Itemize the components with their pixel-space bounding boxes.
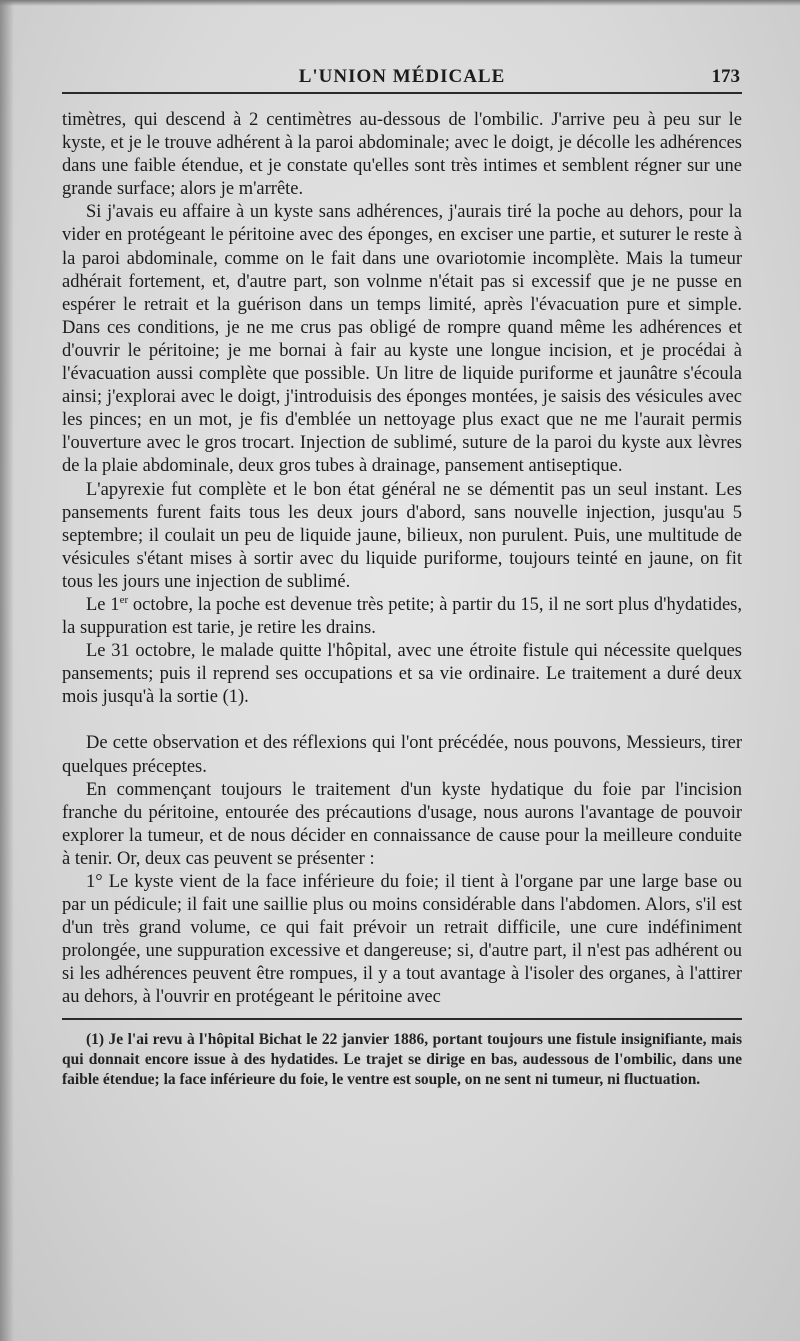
section-gap [62,709,742,732]
ordinal-superscript: er [119,593,129,606]
paragraph-case-one: 1° Le kyste vient de la face inférieure du foie; il tient à l'organe par une large base ou par un pédicule; il fait une saillie plus ou moins considérable dans l'abdomen. Alors, s'il est d'un très grand volume, ce qui fait prévoir un retrait difficile, une cure indéfiniment prolongée, une suppuration excessive et dangereuse; si, d'autre part, il n'est pas adhérent ou si les adhérences peuvent être rompues, il y a tout avantage à l'isoler des organes, à l'attirer au dehors, à l'ouvrir en protégeant le péritoine avec [62,872,742,1008]
article-body [62,109,742,1010]
paragraph-conclusions: De cette observation et des réflexions qui l'ont précédée, nous pouvons, Messieurs, tirer quelques préceptes. [62,733,742,777]
paragraph-operation: Si j'avais eu affaire à un kyste sans adhérences, j'aurais tiré la poche au dehors, pour la vider en protégeant le péritoine avec des éponges, en exciser une partie, et suturer le reste à la paroi abdominale, comme on le fait dans une ovariotomie incomplète. Mais la tumeur adhérait fortement, et, d'autre part, son volnme n'était pas si excessif que je ne pusse en espérer le retrait et la guérison dans un temps limité, après l'évacuation pure et simple. Dans ces conditions, je ne me crus pas obligé de rompre quand même les adhérences et d'ouvrir le péritoine; je me bornai à fair au kyste une longue incision, et je procédai à l'évacuation aussi complète que possible. Un litre de liquide puriforme et jaunâtre s'écoula ainsi; j'explorai avec le doigt, j'introduisis des éponges montées, je saisis des vésicules avec les pinces; en un mot, je fis d'emblée un nettoyage plus exact que ne me l'aurait permis l'ouverture avec le gros trocart. Injection de sublimé, suture de la paroi du kyste aux lèvres de la plaie abdominale, deux gros tubes à drainage, pansement antiseptique. [62,202,742,477]
paragraph-october-first [62,594,742,640]
binding-shadow [0,0,14,1341]
journal-page [62,58,742,1090]
paragraph-continuation: timètres, qui descend à 2 centimètres au-dessous de l'ombilic. J'arrive peu à peu sur le kyste, et je le trouve adhérent à la paroi abdominale; avec le doigt, je décolle les adhérences dans une faible étendue, et je constate qu'elles sont très intimes et semblent régner sur une grande surface; alors je m'arrête. [62,110,742,200]
page-header [62,58,742,94]
paragraph-recovery: L'apyrexie fut complète et le bon état général ne se démentit pas un seul instant. Les pansements furent faits tous les deux jours d'abord, sans nouvelle injection, jusqu'au 5 septembre; il coulait un peu de liquide jaune, bilieux, non purulent. Puis, une multitude de vésicules s'étant mises à sortir avec du liquide puriforme, toujours teinté en jaune, on fit tous les jours une injection de sublimé. [62,479,742,592]
paragraph-text: octobre, la poche est devenue très petite; à partir du 15, il ne sort plus d'hydatides, la suppuration est tarie, je retire les drains. [62,594,742,639]
page-number: 173 [711,66,740,87]
footnote-rule [62,1018,742,1020]
page-top-edge [0,0,800,6]
paragraph-discharge: Le 31 octobre, le malade quitte l'hôpital, avec une étroite fistule qui nécessite quelques pansements; puis il reprend ses occupations et sa vie ordinaire. Le traitement a duré deux mois jusqu'à la sortie (1). [62,641,742,708]
running-title: L'UNION MÉDICALE [298,66,506,87]
paragraph-treatment-principle: En commençant toujours le traitement d'un kyste hydatique du foie par l'incision franche du péritoine, entourée des précautions d'usage, nous aurons l'avantage de pouvoir explorer la tumeur, et de nous décider en connaissance de cause pour la meilleure conduite à tenir. Or, deux cas peuvent se présenter : [62,779,742,869]
footnote: (1) Je l'ai revu à l'hôpital Bichat le 22 janvier 1886, portant toujours une fistule insignifiante, mais qui donnait encore issue à des hydatides. Le trajet se dirige en bas, audessous de l'ombilic, dans une faible étendue; la face inférieure du foie, le ventre est souple, on ne sent ni tumeur, ni fluctuation. [62,1030,742,1088]
date-lead: Le 1 [86,594,120,615]
